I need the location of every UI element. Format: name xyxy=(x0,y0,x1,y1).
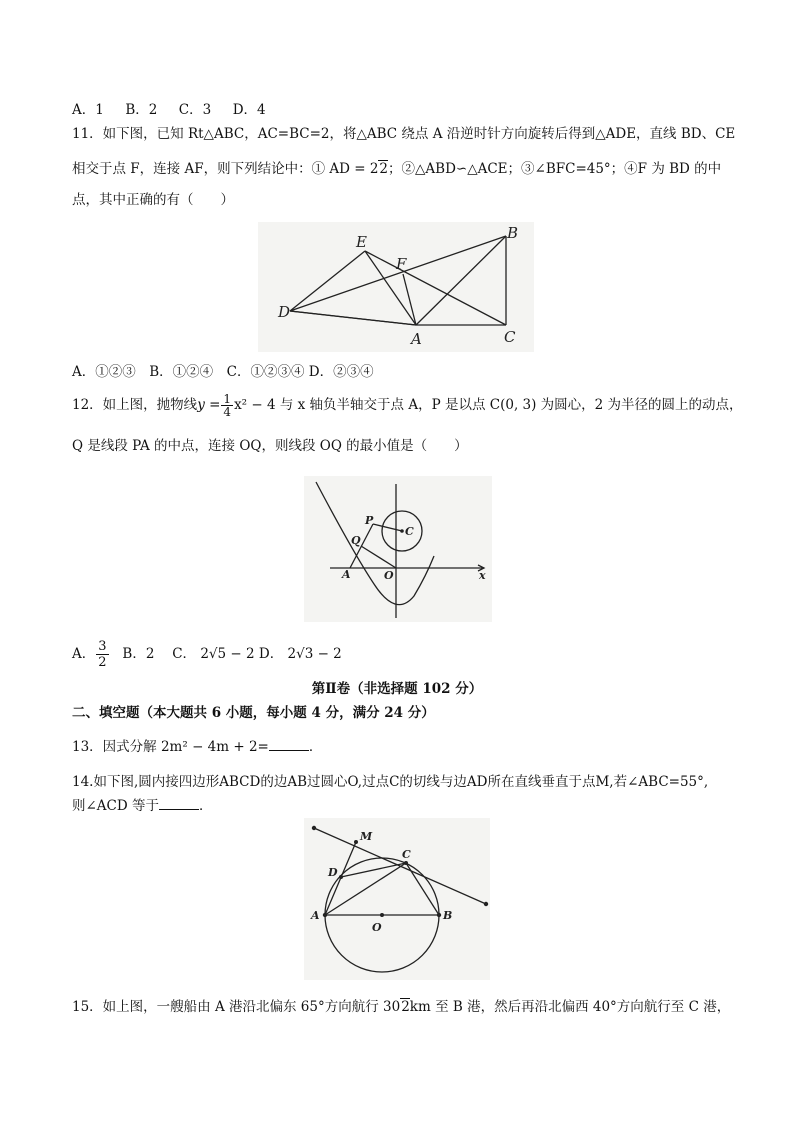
q11-label-c: C xyxy=(504,328,516,346)
q15-sqrt-value: 2 xyxy=(401,999,410,1015)
q12-fraction-den: 4 xyxy=(223,405,232,419)
q15-line-1-part-a: 15．如上图，一艘船由 A 港沿北偏东 65°方向航行 30 xyxy=(72,999,401,1015)
q13-text: 13．因式分解 2m² − 4m + 2= xyxy=(72,739,269,755)
q12-label-a: A xyxy=(342,568,351,581)
q12-option-a-label: A． xyxy=(72,646,96,662)
q11-label-d: D xyxy=(278,303,291,321)
q10-option-a: A．1 xyxy=(72,102,104,118)
q14-line-1: 14.如下图,圆内接四边形ABCD的边AB过圆心O,过点C的切线与边AD所在直线垂直于点M,若∠ABC=55°, xyxy=(72,774,709,790)
q14-label-d: D xyxy=(328,866,338,879)
q12-line-1-rest: x² − 4 与 x 轴负半轴交于点 A，P 是以点 C(0, 3) 为圆心，2 为半径的圆上的动点， xyxy=(234,397,743,413)
q12-fraction-num: 1 xyxy=(223,392,232,406)
q12-options xyxy=(72,636,342,672)
q14-label-a: A xyxy=(311,909,320,922)
q10-option-b: B．2 xyxy=(125,102,158,118)
q13-answer-blank xyxy=(269,738,309,751)
q14-end: ． xyxy=(199,798,213,814)
q14-line-2-text: 则∠ACD 等于 xyxy=(72,798,160,814)
q12-figure xyxy=(304,476,492,622)
q10-options xyxy=(72,100,266,120)
q12-option-a-fraction xyxy=(96,639,108,670)
q12-label-q: Q xyxy=(351,534,361,547)
q12-label-x: x xyxy=(479,569,486,582)
q12-line-1-part-a: 12．如上图，抛物线 xyxy=(72,397,198,413)
q14-label-m: M xyxy=(360,830,373,843)
q11-line-2-part-a: 相交于点 F，连接 AF，则下列结论中：① AD = 2 xyxy=(72,161,379,177)
q11-line-3: 点，其中正确的有（ ） xyxy=(72,192,234,208)
q12-label-p: P xyxy=(365,514,374,527)
q14-label-o: O xyxy=(372,921,382,934)
q11-options: A．①②③ B．①②④ C．①②③④ D．②③④ xyxy=(72,364,374,380)
q13-line xyxy=(72,737,322,757)
q10-option-c: C．3 xyxy=(178,102,212,118)
q15-line-1 xyxy=(72,997,730,1017)
q11-label-a: A xyxy=(411,330,422,348)
q11-label-f: F xyxy=(396,255,407,273)
q12-line-1 xyxy=(72,390,743,420)
q11-figure xyxy=(258,222,534,352)
q12-options-rest: B．2 C． 2√5 − 2 D． 2√3 − 2 xyxy=(122,646,342,662)
q14-line-2 xyxy=(72,796,213,816)
q11-line-2 xyxy=(72,159,721,179)
section-2-heading: 二、填空题（本大题共 6 小题，每小题 4 分，满分 24 分） xyxy=(72,705,435,721)
q12-fraction xyxy=(221,393,233,418)
q12-line-2: Q 是线段 PA 的中点，连接 OQ，则线段 OQ 的最小值是（ ） xyxy=(72,438,468,454)
q12-option-a-num: 3 xyxy=(98,639,107,654)
q12-label-o: O xyxy=(384,569,394,582)
q14-answer-blank xyxy=(159,797,199,810)
q11-line-2-part-b: ；②△ABD∽△ACE；③∠BFC=45°；④F 为 BD 的中 xyxy=(388,161,722,177)
q11-sqrt-value: 2 xyxy=(379,161,389,177)
q10-option-d: D．4 xyxy=(232,102,266,118)
q11-line-1: 11．如下图，已知 Rt△ABC，AC=BC=2，将△ABC 绕点 A 沿逆时针方向旋转后得到△ADE，直线 BD、CE xyxy=(72,126,736,142)
q12-y-eq: y = xyxy=(197,397,221,413)
q12-label-c: C xyxy=(405,525,414,538)
q12-option-a-den: 2 xyxy=(98,655,107,670)
q13-end: ． xyxy=(308,739,323,755)
q11-label-b: B xyxy=(507,224,519,242)
q14-label-c: C xyxy=(402,848,411,861)
q14-figure xyxy=(304,818,490,980)
section-2-title: 第Ⅱ卷（非选择题 102 分） xyxy=(311,681,483,697)
q15-line-1-part-b: km 至 B 港，然后再沿北偏西 40°方向航行至 C 港， xyxy=(409,999,731,1015)
q14-label-b: B xyxy=(443,909,453,922)
q11-label-e: E xyxy=(356,233,367,251)
